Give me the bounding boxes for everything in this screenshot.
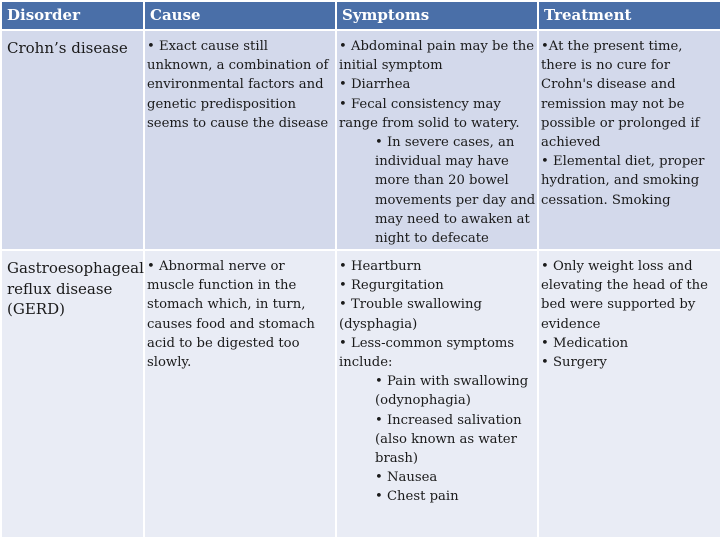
treatment-line: • Elemental diet, proper	[541, 154, 705, 170]
symptom-line: • Regurgitation	[339, 278, 444, 294]
symptom-line: more than 20 bowel	[375, 173, 509, 189]
treatment-line: •At the present time,	[541, 39, 683, 54]
symptom-line: • Chest pain	[375, 489, 459, 505]
symptom-line: • Fecal consistency may	[339, 96, 501, 112]
cell-treatment	[539, 251, 720, 537]
symptom-line: (also known as water	[375, 431, 517, 447]
cell-symptoms	[337, 251, 537, 537]
cause-line: muscle function in the	[147, 278, 297, 294]
disorder-line: Gastroesophageal	[7, 259, 144, 277]
symptom-line: (odynophagia)	[375, 393, 471, 409]
cause-line: environmental factors and	[147, 77, 324, 93]
treatment-line: elevating the head of the	[541, 278, 708, 294]
symptom-line: • Less-common symptoms	[339, 335, 515, 351]
symptom-line: • Trouble swallowing	[339, 297, 482, 313]
cell-symptoms	[337, 31, 537, 249]
cause-line: slowly.	[147, 355, 192, 371]
symptom-line: • Diarrhea	[339, 77, 411, 93]
treatment-line: • Surgery	[541, 355, 607, 371]
table-row-gerd	[2, 251, 720, 537]
treatment-line: evidence	[541, 316, 601, 332]
cell-disorder	[2, 251, 143, 537]
cause-line: • Abnormal nerve or	[147, 259, 285, 274]
symptom-line: individual may have	[375, 154, 509, 170]
treatment-line: hydration, and smoking	[541, 173, 700, 189]
symptom-line: initial symptom	[339, 58, 443, 74]
cause-line: seems to cause the disease	[147, 115, 329, 131]
symptom-line: • Increased salivation	[375, 412, 522, 428]
symptom-line: may need to awaken at	[375, 211, 530, 227]
symptom-line: • Abdominal pain may be the	[339, 39, 535, 54]
symptom-line: • Heartburn	[339, 259, 422, 274]
cause-line: causes food and stomach	[147, 316, 315, 332]
cause-line: stomach which, in turn,	[147, 297, 306, 313]
symptom-line: brash)	[375, 451, 419, 467]
symptom-line: include:	[339, 355, 393, 371]
cause-line: genetic predisposition	[147, 96, 296, 112]
symptom-line: • Nausea	[375, 470, 438, 486]
symptom-line: (dysphagia)	[339, 316, 418, 332]
header-treatment: Treatment	[539, 2, 720, 29]
treatment-line: cessation. Smoking	[541, 192, 671, 208]
symptom-line: range from solid to watery.	[339, 115, 520, 131]
cell-treatment	[539, 31, 720, 249]
cell-disorder	[2, 31, 143, 249]
cause-line: acid to be digested too	[147, 335, 300, 351]
table-row-crohns	[2, 31, 720, 249]
symptom-line: movements per day and	[375, 192, 536, 208]
cause-line: unknown, a combination of	[147, 58, 329, 74]
header-row	[2, 2, 720, 29]
treatment-line: possible or prolonged if	[541, 115, 700, 131]
treatment-line: there is no cure for	[541, 58, 671, 74]
treatment-line: • Only weight loss and	[541, 259, 693, 274]
header-disorder: Disorder	[2, 2, 143, 29]
header-cause: Cause	[145, 2, 335, 29]
symptom-line: night to defecate	[375, 231, 489, 247]
disorder-line: (GERD)	[7, 300, 65, 318]
symptom-line: • In severe cases, an	[375, 135, 515, 151]
treatment-line: bed were supported by	[541, 297, 696, 313]
cause-line: • Exact cause still	[147, 39, 268, 54]
header-symptoms: Symptoms	[337, 2, 537, 29]
treatment-line: • Medication	[541, 335, 629, 351]
treatment-line: achieved	[541, 135, 601, 151]
disorder-line: reflux disease	[7, 279, 113, 298]
disorder-line: Crohn’s disease	[7, 39, 128, 57]
cell-cause	[145, 31, 335, 249]
treatment-line: remission may not be	[541, 96, 685, 112]
symptom-line: • Pain with swallowing	[375, 374, 529, 390]
treatment-line: Crohn's disease and	[541, 77, 676, 93]
cell-cause	[145, 251, 335, 537]
